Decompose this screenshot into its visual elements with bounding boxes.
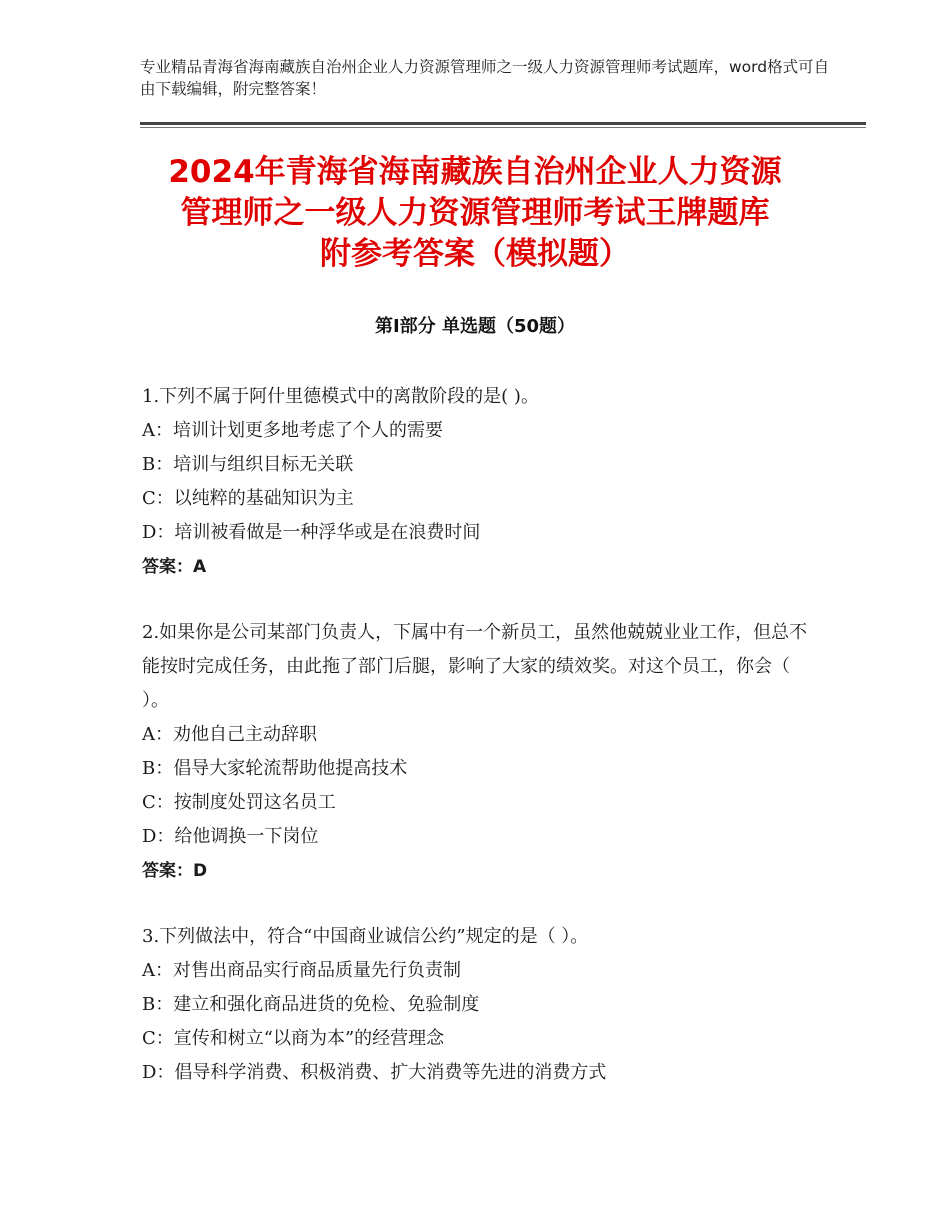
title-line-1: 2024年青海省海南藏族自治州企业人力资源 <box>168 154 782 190</box>
header-rule-thin <box>140 127 866 128</box>
option-d: D：培训被看做是一种浮华或是在浪费时间 <box>142 522 481 543</box>
question-1 <box>142 380 810 584</box>
question-2 <box>142 616 810 888</box>
option-b: B：倡导大家轮流帮助他提高技术 <box>142 758 408 779</box>
option-b: B：建立和强化商品进货的免检、免验制度 <box>142 994 480 1015</box>
option-d: D：给他调换一下岗位 <box>142 826 319 847</box>
section-title: 第Ⅰ部分 单选题（50题） <box>374 316 575 337</box>
question-text: 2.如果你是公司某部门负责人，下属中有一个新员工，虽然他兢兢业业工作，但总不能按时完成任务，由此拖了部门后腿，影响了大家的绩效奖。对这个员工，你会（ ）。 <box>142 622 808 711</box>
header-rule-thick <box>140 122 866 125</box>
header-note: 专业精品青海省海南藏族自治州企业人力资源管理师之一级人力资源管理师考试题库，word格式可自由下载编辑，附完整答案！ <box>140 58 830 98</box>
question-text: 3.下列做法中，符合“中国商业诚信公约”规定的是（ ）。 <box>142 926 589 947</box>
question-list <box>142 380 810 1122</box>
question-text: 1.下列不属于阿什里德模式中的离散阶段的是( )。 <box>142 386 539 407</box>
document-title <box>100 152 850 275</box>
title-line-3: 附参考答案（模拟题） <box>320 236 630 272</box>
option-a: A：劝他自己主动辞职 <box>142 724 317 745</box>
option-c: C：按制度处罚这名员工 <box>142 792 336 813</box>
question-3 <box>142 920 810 1090</box>
option-c: C：以纯粹的基础知识为主 <box>142 488 354 509</box>
answer-label: 答案：D <box>142 861 208 881</box>
option-b: B：培训与组织目标无关联 <box>142 454 354 475</box>
option-c: C：宣传和树立“以商为本”的经营理念 <box>142 1028 445 1049</box>
answer-label: 答案：A <box>142 557 207 577</box>
option-d: D：倡导科学消费、积极消费、扩大消费等先进的消费方式 <box>142 1062 607 1083</box>
option-a: A：对售出商品实行商品质量先行负责制 <box>142 960 461 981</box>
title-line-2: 管理师之一级人力资源管理师考试王牌题库 <box>180 195 770 231</box>
option-a: A：培训计划更多地考虑了个人的需要 <box>142 420 443 441</box>
